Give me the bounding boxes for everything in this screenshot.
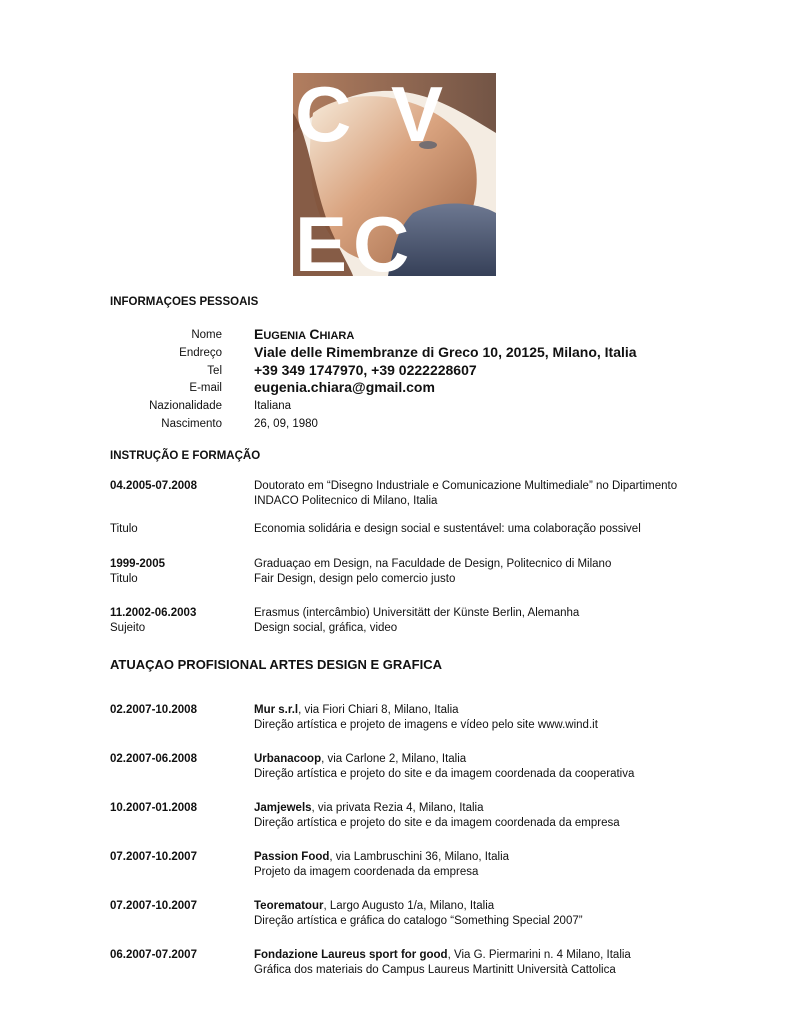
work-company: Jamjewels (254, 802, 312, 814)
label-email: E-mail (189, 382, 222, 394)
work-address: , via Carlone 2, Milano, Italia (321, 753, 467, 765)
name-last-rest: HIARA (319, 330, 355, 342)
value-address: Viale delle Rimembranze di Greco 10, 20125, Milano, Italia (254, 344, 637, 360)
value-name (254, 327, 354, 344)
logo-letter-c-top: C (295, 73, 352, 158)
edu-description (254, 557, 754, 587)
work-company: Passion Food (254, 851, 330, 863)
name-first-initial: E (254, 326, 264, 342)
work-date: 02.2007-10.2008 (110, 704, 197, 716)
work-address: , via Lambruschini 36, Milano, Italia (329, 851, 510, 863)
education-heading: INSTRUÇÃO E FORMAÇÃO (110, 450, 261, 462)
work-description: Gráfica dos materiais do Campus Laureus Martinitt Università Cattolica (254, 964, 616, 976)
edu-description (254, 606, 754, 636)
edu-date-block (110, 557, 250, 587)
logo-letter-e: E (295, 200, 348, 276)
label-tel: Tel (207, 365, 222, 377)
personal-info-heading: INFORMAÇOES PESSOAIS (110, 296, 259, 308)
edu-line: Design social, gráfica, video (254, 622, 398, 634)
work-description: Direção artística e projeto do site e da imagem coordenada da empresa (254, 817, 620, 829)
work-entry (254, 948, 754, 978)
label-nationality: Nazionalidade (149, 400, 222, 412)
work-description: Direção artística e gráfica do catalogo “Something Special 2007” (254, 915, 583, 927)
edu-line: Economia solidária e design social e sustentável: uma colaboração possivel (254, 523, 641, 535)
value-tel: +39 349 1747970, +39 0222228607 (254, 362, 477, 378)
edu-line: Doutorato em “Disegno Industriale e Comunicazione Multimediale” no Dipartimento (254, 480, 678, 492)
work-description: Direção artística e projeto do site e da imagem coordenada da cooperativa (254, 768, 635, 780)
work-date: 07.2007-10.2007 (110, 851, 197, 863)
work-company: Mur s.r.l (254, 704, 299, 716)
work-entry (254, 899, 754, 929)
label-address: Endreço (179, 347, 222, 359)
work-entry (254, 801, 754, 831)
logo-letter-v: V (391, 73, 444, 158)
edu-line: INDACO Politecnico di Milano, Italia (254, 495, 438, 507)
work-address: , Largo Augusto 1/a, Milano, Italia (323, 900, 495, 912)
work-date: 10.2007-01.2008 (110, 802, 197, 814)
work-date: 02.2007-06.2008 (110, 753, 197, 765)
edu-line: Graduaçao em Design, na Faculdade de Design, Politecnico di Milano (254, 558, 612, 570)
work-entry (254, 850, 754, 880)
work-company: Fondazione Laureus sport for good (254, 949, 448, 961)
work-address: , via Fiori Chiari 8, Milano, Italia (298, 704, 459, 716)
logo-letter-c-bottom: C (353, 200, 410, 276)
work-address: , Via G. Piermarini n. 4 Milano, Italia (447, 949, 631, 961)
edu-date: 04.2005-07.2008 (110, 480, 197, 492)
work-description: Projeto da imagem coordenada da empresa (254, 866, 479, 878)
value-email[interactable]: eugenia.chiara@gmail.com (254, 379, 435, 395)
edu-date: 11.2002-06.2003 (110, 607, 197, 619)
work-description: Direção artística e projeto de imagens e vídeo pelo site www.wind.it (254, 719, 598, 731)
work-company: Teorematour (254, 900, 324, 912)
work-date: 07.2007-10.2007 (110, 900, 197, 912)
work-heading: ATUAÇAO PROFISIONAL ARTES DESIGN E GRAFICA (110, 657, 442, 672)
name-last-initial: C (309, 326, 320, 342)
work-company: Urbanacoop (254, 753, 322, 765)
work-entry (254, 703, 754, 733)
value-nationality: Italiana (254, 400, 292, 412)
edu-label: Sujeito (110, 622, 146, 634)
name-first-rest: UGENIA (263, 330, 307, 342)
edu-label: Titulo (110, 573, 138, 585)
work-date: 06.2007-07.2007 (110, 949, 197, 961)
work-address: , via privata Rezia 4, Milano, Italia (311, 802, 484, 814)
label-birth: Nascimento (161, 418, 222, 430)
edu-description (254, 479, 754, 509)
edu-date: 1999-2005 (110, 558, 165, 570)
edu-date-block (110, 606, 250, 636)
edu-line: Erasmus (intercâmbio) Universitätt der Künste Berlin, Alemanha (254, 607, 580, 619)
portrait-photo-logo (293, 73, 496, 276)
edu-label: Titulo (110, 523, 138, 535)
edu-line: Fair Design, design pelo comercio justo (254, 573, 456, 585)
edu-description (254, 522, 754, 537)
cv-logo (293, 73, 496, 276)
value-birth: 26, 09, 1980 (254, 418, 318, 430)
label-name: Nome (191, 329, 222, 341)
work-entry (254, 752, 754, 782)
